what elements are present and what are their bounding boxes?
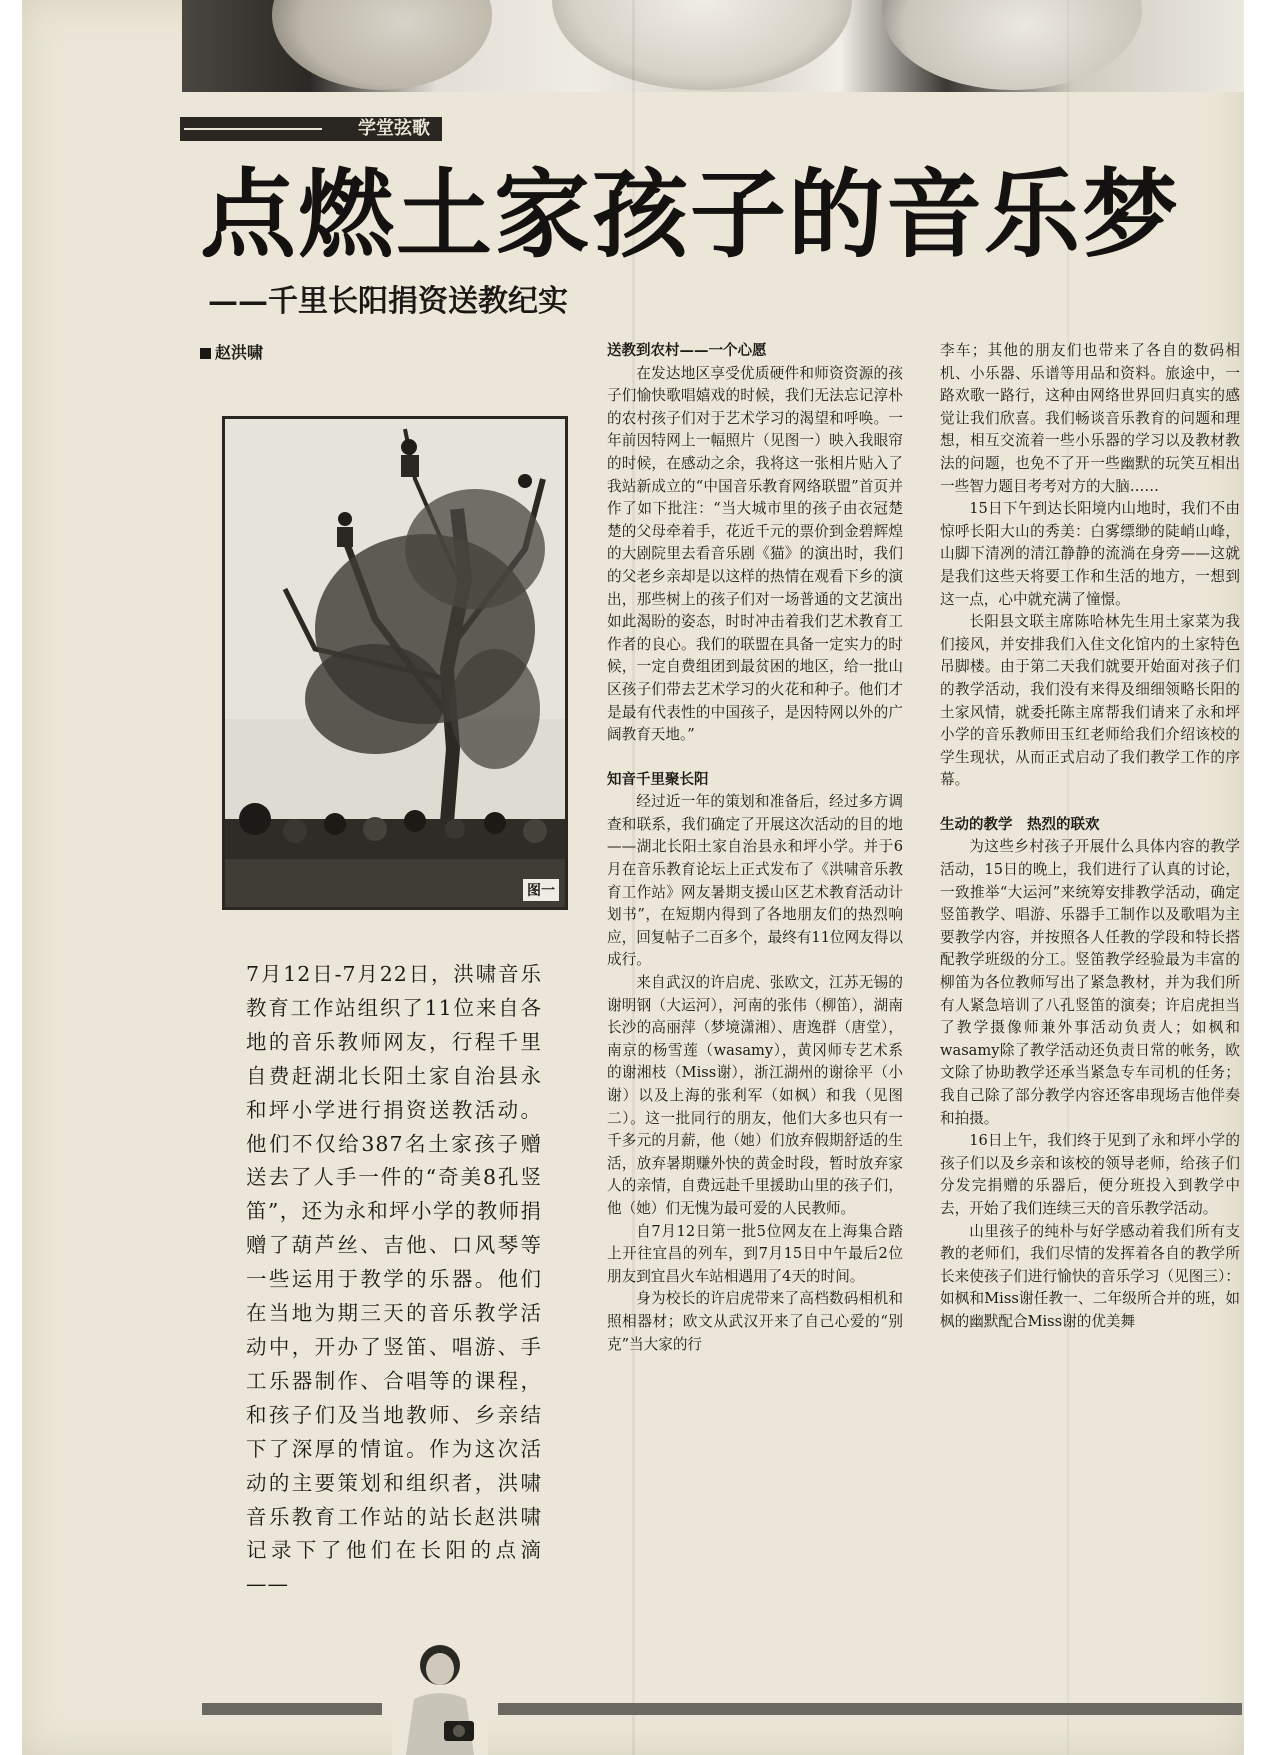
paragraph: 在发达地区享受优质硬件和师资资源的孩子们愉快歌唱嬉戏的时候，我们无法忘记淳朴的农村孩子们对于艺术学习的渴望和呼唤。一年前因特网上一幅照片（见图一）映入我眼帘的时候，在感动之余，我将这一张相片贴入了我站新成立的“中国音乐教育网络联盟”首页并作了如下批注：“当大城市里的孩子由衣冠楚楚的父母牵着手，花近千元的票价到金碧辉煌的大剧院里去看音乐剧《猫》的演出时，我们的父老乡亲却是以这样的热情在观看下乡的演出，那些树上的孩子们对一场普通的文艺演出如此渴盼的姿态，时时冲击着我们艺术教育工作者的良心。我们的联盟在具备一定实力的时候，一定自费组团到最贫困的地区，给一批山区孩子们带去艺术学习的火花和种子。他们才是最有代表性的中国孩子，是因特网以外的广阔教育天地。” (607, 364, 903, 744)
paragraph: 16日上午，我们终于见到了永和坪小学的孩子们以及乡亲和该校的领导老师，给孩子们分发完捐赠的乐器后，便分班投入到教学中去，开始了我们连续三天的音乐教学活动。 (940, 1132, 1240, 1217)
paragraph: 李车；其他的朋友们也带来了各自的数码相机、小乐器、乐谱等用品和资料。旅途中，一路欢歌一路行，这种由网络世界回归真实的感觉让我们欣喜。我们畅谈音乐教育的问题和理想，相互交流着一些小乐器的学习以及教材教法的问题，也免不了开一些幽默的玩笑互相出一些智力题目考考对方的大脑…… (940, 342, 1240, 495)
face-photo-center (552, 0, 852, 90)
paragraph: 自7月12日第一批5位网友在上海集合踏上开往宜昌的列车，到7月15日中午最后2位朋友到宜昌火车站相遇用了4天的时间。 (607, 1222, 903, 1285)
paragraph: 身为校长的许启虎带来了高档数码相机和照相器材；欧文从武汉开来了自己心爱的“别克”当大家的行 (607, 1290, 903, 1353)
byline-author: 赵洪啸 (215, 343, 264, 362)
author-photo (392, 1635, 488, 1755)
paragraph: 15日下午到达长阳境内山地时，我们不由惊呼长阳大山的秀美：白雾缥缈的陡峭山峰，山脚下清冽的清江静静的流淌在身旁——这就是我们这些天将要工作和生活的地方，一想到这一点，心中就充满了憧憬。 (940, 500, 1240, 608)
article-column-3 (940, 340, 1240, 1334)
paragraph: 长阳县文联主席陈哈林先生用土家菜为我们接风，并安排我们入住文化馆内的土家特色吊脚楼。由于第二天我们就要开始面对孩子们的教学活动，我们没有来得及细细领略长阳的土家风情，就委托陈主席帮我们请来了永和坪小学的音乐教师田玉红老师给我们介绍该校的学生现状，从而正式启动了我们教学工作的序幕。 (940, 613, 1240, 789)
byline (200, 340, 263, 363)
figure-1-photo (222, 416, 568, 910)
bottom-rule-left (202, 1703, 382, 1715)
column-tag (180, 117, 442, 141)
paragraph: 为这些乡村孩子开展什么具体内容的教学活动，15日的晚上，我们进行了认真的讨论，一致推举“大运河”来统筹安排教学活动，确定竖笛教学、唱游、乐器手工制作以及歌唱为主要教学内容，并按照各人任教的学段和特长搭配教学班级的分工。竖笛教学经验最为丰富的柳笛为各位教师写出了紧急教材，并为我们所有人紧急培训了八孔竖笛的演奏；许启虎担当了教学摄像师兼外事活动负责人；如枫和wasamy除了教学活动还负责日常的帐务，欧文除了协助教学还承当紧急专车司机的任务；我自己除了部分教学内容还客串现场吉他伴奏和拍摄。 (940, 838, 1240, 1127)
column-tag-label: 学堂弦歌 (346, 117, 442, 141)
section-heading: 知音千里聚长阳 (607, 771, 709, 788)
byline-square-icon (200, 348, 211, 359)
paragraph: 经过近一年的策划和准备后，经过多方调查和联系，我们确定了开展这次活动的目的地——湖北长阳土家自治县永和坪小学。并于6月在音乐教育论坛上正式发布了《洪啸音乐教育工作站》网友暑期支援山区艺术教育活动计划书”，在短期内得到了各地朋友们的热烈响应，回复帖子二百多个，最终有11位网友得以成行。 (607, 793, 903, 969)
subtitle: ——千里长阳捐资送教纪实 (208, 284, 568, 319)
lead-paragraph: 7月12日-7月22日，洪啸音乐教育工作站组织了11位来自各地的音乐教师网友，行程千里自费赶湖北长阳土家自治县永和坪小学进行捐资送教活动。他们不仅给387名土家孩子赠送去了人手一件的“奇美8孔竖笛”，还为永和坪小学的教师捐赠了葫芦丝、吉他、口风琴等一些运用于教学的乐器。他们在当地为期三天的音乐教学活动中，开办了竖笛、唱游、手工乐器制作、合唱等的课程，和孩子们及当地教师、乡亲结下了深厚的情谊。作为这次活动的主要策划和组织者，洪啸音乐教育工作站的站长赵洪啸记录下了他们在长阳的点滴—— (246, 962, 542, 1597)
bottom-rule-right (498, 1703, 1242, 1715)
section-heading: 生动的教学 热烈的联欢 (940, 816, 1100, 833)
face-photo-left (272, 0, 492, 90)
paragraph: 山里孩子的纯朴与好学感动着我们所有支教的老师们，我们尽情的发挥着各自的教学所长来使孩子们进行愉快的音乐学习（见图三）：如枫和Miss谢任教一、二年级所合并的班，如枫的幽默配合Miss谢的优美舞 (940, 1222, 1240, 1330)
column-tag-rule (180, 117, 346, 141)
figure-1-image (225, 419, 565, 907)
figure-1-label: 图一 (523, 879, 559, 901)
article-column-2 (607, 340, 903, 1356)
face-photo-right (882, 0, 1142, 90)
newspaper-page (22, 0, 1244, 1755)
section-heading: 送教到农村——一个心愿 (607, 343, 767, 359)
top-photo-strip (182, 0, 1244, 92)
headline: 点燃土家孩子的音乐梦 (200, 159, 1180, 271)
paragraph: 来自武汉的许启虎、张欧文，江苏无锡的谢明钢（大运河），河南的张伟（柳笛），湖南长沙的高丽萍（梦境潇湘）、唐逸群（唐堂），南京的杨雪莲（wasamy），黄冈师专艺术系的谢湘枝（Miss谢），浙江湖州的谢徐平（小谢）以及上海的张利军（如枫）和我（见图二）。这一批同行的朋友，他们大多也只有一千多元的月薪，他（她）们放弃假期舒适的生活，放弃暑期赚外快的黄金时段，暂时放弃家人的亲情，自费远赴千里援助山里的孩子们，他（她）们无愧为最可爱的人民教师。 (607, 974, 903, 1217)
